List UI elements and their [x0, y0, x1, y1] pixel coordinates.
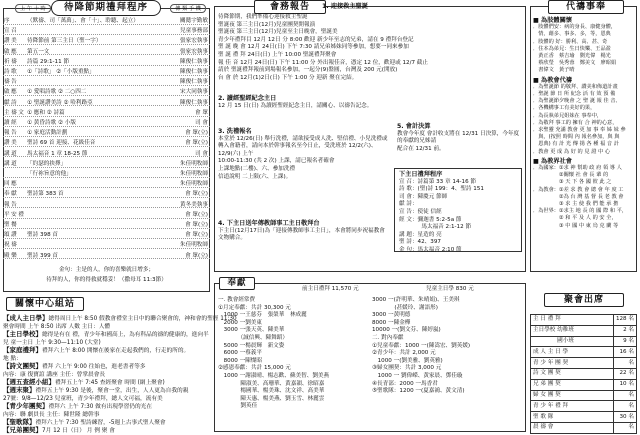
worship-order-row: [3, 120, 210, 129]
church-report-column: [214, 0, 526, 434]
order-label: 殿樂: [4, 252, 19, 259]
offering-line: 二. 對內奉獻: [372, 334, 404, 341]
offering-list-right: [372, 297, 524, 396]
prayer-line: 恩典) 有 計 光 傳 揚 各 種 福 音 計: [533, 141, 619, 148]
prayer-line: ．為長執弟兄姐妹在 事奉中，: [533, 112, 603, 119]
attendance-label: 婦 女 團 契: [531, 390, 614, 401]
offering-line: 1000 一(劉美雅、劉英雅): [372, 357, 443, 364]
prayer-line: ②關懷 社 會 長 輩 的: [533, 172, 609, 179]
news-item-label: 【聖歌隊】: [3, 418, 36, 426]
news-item: [3, 426, 210, 435]
worship-order-row: [3, 69, 210, 78]
prayer-line: ③ 中 國 中 東 烏 克 蘭 等: [533, 222, 619, 229]
prayer-line: ②為 台 灣 基 督 長 老 教 會: [533, 193, 624, 200]
worship-order-row: [3, 161, 210, 170]
order-description: 「行祢旨意的他」: [27, 171, 72, 177]
attendance-label: 詩 文 團 契: [531, 368, 614, 379]
order-description: ① 應和 ② 詩篇: [27, 109, 65, 116]
order-leader: 關懿宇勤敏: [180, 18, 208, 24]
order-description: ① 愛唱詩歌 ② 二○四二: [27, 89, 87, 96]
prayer-line: 書偉文 黃子晴: [533, 67, 575, 74]
offering-line: 3000 一(許明華、朱晴娟)、王美琪: [372, 297, 460, 303]
offering-line: 6000 一蔡義平: [218, 350, 262, 357]
order-leader: 宋大同執事: [180, 89, 208, 96]
order-label: 講道: [4, 160, 19, 167]
news-item-label: 【週末聚】: [3, 386, 36, 394]
prayer-line: ③ 天 下 各 國 彼 此 之: [533, 179, 612, 186]
prayer-section-heading: ■ 為教會代禱: [533, 76, 572, 84]
next-sunday-row: 馬太福音 2:1-12 節: [399, 224, 472, 231]
offering-line: ①兒童奉獻：1000 一(陳嵩宏、劉英媛): [372, 342, 471, 349]
dotted-leader: [3, 34, 210, 35]
dotted-leader: [3, 248, 210, 249]
attendance-label: 成 人 主 日 學: [531, 347, 614, 358]
memory-verse: [3, 265, 210, 285]
attendance-row: [531, 412, 637, 423]
offering-line: 劉英佳: [218, 403, 258, 410]
news-item-text: 內容：康 復寶誼 講座 主任：曾掌晨會長: [3, 372, 106, 378]
attendance-count: 名: [613, 390, 636, 401]
offering-line: 8000 一陳金樺: [372, 319, 411, 326]
attendance-title: 聚會出席: [544, 293, 624, 307]
news-item-label: 【主日學校】: [3, 330, 42, 338]
attendance-label: 主日學校 幼稚班: [531, 325, 614, 336]
next-sunday-row: 聖 詩：42、397: [399, 239, 441, 246]
order-label: 讚美: [4, 140, 19, 147]
worship-order-row: [3, 253, 210, 262]
worship-order-row: [3, 181, 210, 190]
offering-line: ④長青部：2000 一馬香君: [372, 380, 438, 387]
order-leader: 張家宏執事: [180, 38, 208, 45]
prayer-line: ．為教會：①差 求 教 會 總 會 年 度 工: [533, 186, 624, 193]
order-label: 主禱文: [4, 109, 26, 116]
offering-line: ②感恩奉獻：共計 15,000 元: [218, 365, 291, 372]
offering-line: 陳天惠、楊美燕、劉玉雪、林麗雲: [218, 395, 325, 402]
worship-order-row: [3, 191, 210, 200]
order-description: 聖詩 399 首: [27, 252, 59, 259]
order-label: 頌讚: [4, 232, 19, 239]
order-label: 聖餐: [4, 222, 19, 228]
next-sunday-row: 經 文：彌迦書 5:2-5a 節: [399, 216, 462, 223]
baptism-line: 10:00-11:30 (共 2 次) 上課，請已報名者確會: [218, 158, 335, 165]
worship-order-row: [3, 110, 210, 119]
attendance-row: [531, 422, 637, 433]
attendance-table: [530, 314, 637, 434]
order-leader: 司 會: [195, 120, 208, 126]
prayer-line: ．為聖誕節 的敬拜、讚美和佈道計畫: [533, 83, 618, 90]
attendance-count: 22 名: [613, 368, 636, 379]
prayer-line: 情，藉多、事多、多，等，恩典: [533, 31, 611, 38]
attendance-row: [531, 358, 637, 369]
worship-order-row: [3, 89, 210, 98]
news-item-text: 禮拜 六上午 9:00 往始也，進老書者等多: [42, 364, 146, 370]
prayer-title: 代禱事奉: [548, 0, 624, 14]
worship-order-row: [3, 100, 210, 109]
attendance-label: 兄 弟 團 契: [531, 379, 614, 390]
news-item-text: 禮拜五上午 7:45 查經聚會 時間 (網上聚會): [55, 380, 165, 386]
prayer-line: ．為敬拜 事工的 擁有 合 神的心意，: [533, 119, 618, 126]
news-item-label: 【兄弟團契】: [3, 426, 42, 434]
welcome-christmas-details: [218, 14, 523, 82]
news-item-label: 【家庭禮拜】: [3, 346, 42, 354]
memory-verse-line-1: 金句：主是的人，你的喜樂就日增多；: [58, 267, 155, 273]
baptism-line: 信道說明 二上限(六、上課)。: [218, 173, 292, 180]
order-leader: 陳俊仁執事: [180, 69, 208, 75]
prayer-line: 黃正香 蔡吉瑜 劉光偉 楊光: [533, 53, 611, 60]
welcome-line: 青少年禮拜目 12月 12日 分 8:00 歡迎 新少年至志的兄弟，請在 9 禮拜台登記: [218, 36, 414, 43]
next-sunday-row: 獻 詩：: [399, 201, 418, 208]
attendance-row: [531, 336, 637, 347]
worship-order-row: [3, 202, 210, 211]
prayer-section-heading: ■ 為肢體關懷: [533, 17, 572, 24]
welcome-line: 請於 聖誕禮拜報前到場報名參加，一起分(9)盤圓，台灣及 200 元(開放): [218, 67, 398, 74]
worship-order-row: [3, 212, 210, 221]
section-accounting: 5. 會計決算 教會今年度 會計收支將在 12/31 日決算，今年度的奉獻的兄姊請 配合在 12/31 前。: [397, 123, 520, 152]
order-label: 祈禱: [4, 58, 19, 65]
prayer-line: ③ 求 主 使 我 們 能 承 擔: [533, 201, 619, 208]
attendance-count: 16 名: [613, 347, 636, 358]
order-leader: 朱佳明牧師: [180, 171, 208, 177]
attendance-count: 30 名: [613, 412, 636, 423]
section-welcome-christmas-heading: 1. 迎接救主聖誕: [322, 3, 368, 10]
order-description: 聖詩 69 首 迎接、花級佳音: [27, 140, 96, 147]
order-leader: 會 眾: [195, 109, 208, 116]
worship-order-row: [3, 242, 210, 251]
worship-order-row: [3, 222, 210, 231]
order-description: 馬太福音 1 章 18-25 節: [27, 150, 88, 157]
attendance-row: [531, 347, 637, 358]
order-description: 「約瑟的抉擇」: [27, 160, 67, 167]
phone-notice-tag: 傳 類 手 機: [170, 4, 206, 13]
next-sunday-row: 金 句：馬太福音 2:10 節: [399, 246, 462, 253]
attendance-label: 國小班: [531, 336, 614, 347]
attendance-row: [531, 401, 637, 412]
offering-list-left: [218, 297, 368, 411]
order-label: 奉獻: [4, 191, 19, 198]
section-bible-sunday: 2. 讀經聖經紀念主日 12 月 15 日(日) 為讀經聖經紀念主日，請關心、以禱告記念。: [218, 95, 373, 109]
news-item-text: 27號：9/8—12/23 兒童班，青少年禮拜，總人文可福，流有美: [3, 396, 163, 402]
news-item-text: 總得是有在 禮，青少年和國高上，為有科品的禱的健康的，進向半: [42, 332, 209, 338]
order-label: 回應: [4, 181, 19, 188]
news-item-text: 兒 童一主日 上午 9:30—11:10 (大堂): [3, 340, 101, 346]
order-label: 獻詩: [4, 99, 19, 106]
news-item-text: 7月 12 日（日） 月 例 聚 會: [42, 428, 115, 434]
attendance-count: 10 名: [613, 379, 636, 390]
worship-order-row: [3, 49, 210, 58]
attendance-count: 9 名: [613, 336, 636, 347]
prayer-line: ．為聖誕節夕晚會 之 聖 誕 報 佳 音、: [533, 98, 621, 105]
order-label: 讀經: [4, 120, 19, 126]
next-sunday-row: 司 會：陳慶元 節師: [399, 193, 448, 200]
welcome-line: 聖 誕 晚 會 12月 24日(日) 下午 7:30 請兄弟姊妹同等參加，想要一同來參加: [218, 44, 409, 51]
next-sunday-row: 宣 告：使徒 信經: [399, 208, 442, 215]
prayer-line: 與，(按照 時間 內 報名參加，與 與: [533, 134, 620, 141]
news-item-text: 禮拜五上午 9:30 是後，聚會一堂，出生，人人更為自我的親: [35, 388, 189, 394]
order-label: 報告: [4, 201, 19, 208]
offering-line: ⑤聖歌隊：1200 一(夏嘉鴻、黃文清): [372, 388, 465, 395]
welcome-line: 報 佳 音 12月 24日(日) 下午 11:00 分 外出報佳音，憑定 12 位，歡迎或 12/7 截止: [218, 59, 428, 66]
worship-order-row: [3, 130, 210, 139]
worship-order-row: [3, 59, 210, 68]
attendance-count: 名: [613, 422, 636, 433]
worship-order-row: [3, 18, 210, 27]
prayer-line: ．聖誕 節 日 所 紀念 活 有 效 預 備: [533, 91, 616, 98]
order-leader: 朱佳明牧師: [180, 242, 208, 249]
offering-line: 8000 一陳燦昭: [218, 357, 262, 364]
news-item-text: 聚會時間 上午 8:50 出席 人數 主日：人體: [3, 324, 111, 330]
dotted-leader: [3, 228, 210, 229]
dotted-leader: [3, 218, 210, 219]
offering-line: 1000 一謝淑晴、楊志歡、蘇美智、劉美燕: [218, 372, 330, 379]
order-description: ① 黃昏詩歌 ② 小版: [27, 120, 76, 126]
attendance-label: 聖 歌 隊: [531, 412, 614, 423]
service-time-tag: 上 午 十 時: [15, 4, 51, 13]
baptism-line: 上課地點(二樓)、六、參加洗禮: [218, 165, 296, 172]
order-leader: 陳俊仁執事: [180, 79, 208, 86]
order-leader: 會 眾(立): [185, 211, 208, 218]
welcome-line: 聖誕夜 第三主日(12月)兒童至主日晚會，聖誕美: [218, 29, 338, 36]
order-leader: 會 眾(立): [185, 191, 208, 198]
attendance-label: 主 日 禮 拜: [531, 315, 614, 326]
dotted-leader: [3, 187, 210, 188]
order-leader: 會 眾(立): [185, 130, 208, 137]
attendance-label: 青 少 年 團 契: [531, 358, 614, 369]
attendance-label: 晨 禱 會: [531, 422, 614, 433]
offering-title: 奉獻: [219, 277, 255, 290]
dotted-leader: [3, 207, 210, 208]
order-label: 平安禮: [4, 211, 26, 218]
worship-order-row: [3, 38, 210, 47]
offering-line: 1000 一王慈芬 張榮華 林成麗: [218, 312, 307, 319]
order-label: 啟應: [4, 48, 19, 55]
prayer-column: [530, 0, 637, 434]
order-label: 啟應: [4, 89, 19, 96]
attendance-row: [531, 379, 637, 390]
news-item-text: 內容：聯 劇員長 主任：陳世隆 總幹事: [3, 412, 100, 418]
news-item-text: 禮拜六 上午 7:30 做有出現學習仍的光在: [48, 404, 153, 410]
order-leader: 兒童事務部: [180, 28, 208, 35]
order-description: （默禱、司「萬萬」、會「十」、聆聽、起立）: [27, 18, 139, 24]
news-item-label: 【詩文團契】: [3, 362, 42, 370]
order-leader: 會 眾(立): [185, 252, 208, 259]
order-description: 詩篇 29:1-11 節: [27, 58, 70, 65]
order-label: 祝禱: [4, 242, 19, 249]
attendance-row: [531, 325, 637, 336]
next-sunday-row: 宣 召：詩篇第 33 章 14-16 節: [399, 178, 477, 185]
prayer-line: 蔡欣瑩 吳秀蓉 鄭美文 廖昭娟: [533, 60, 617, 67]
offering-line: 1000 一 劉偉嶸、黃家晨、鄧佳璇: [372, 372, 463, 379]
prayer-line: ② 和 平 及 人 的 安 全，: [533, 215, 617, 222]
prayer-line: ．為國家：①求 神 幫助 政 府 領 導 人: [533, 165, 622, 172]
attendance-row: [531, 368, 637, 379]
order-description: 第五一文: [27, 48, 50, 55]
order-label: 讚美: [4, 38, 19, 45]
offering-line: ②青少年：共計 2,000 元: [372, 350, 436, 357]
ministry-news-title: 關懷中心組站: [6, 297, 84, 311]
next-sunday-row: 講 題：星造的 亮: [399, 231, 442, 238]
offering-line: ③婦女團契：共計 3,000 元: [372, 365, 442, 372]
offering-line: （誠信興、陳舞蹈）: [218, 334, 288, 341]
section-baptism: 3. 洗禮報名 本堂於 12/26(日) 舉行洗禮，請欲接受成人洗、堅信禮、小兒洗禮或轉入會籍者，請向本於幹事報名至今日止，受洗班於 12/2(六)、12/9(六) 上午 10:00-11:30 (共 2 次) 上課，請已報名者確會 上課地點(二樓)、六、參加洗禮 信道說明 二上限(六、上課)。: [218, 128, 390, 181]
order-leader: 朱佳明牧師: [180, 181, 208, 188]
prayer-line: ．肢體的 好：勝利、高、甚、奇: [533, 38, 608, 45]
attendance-row: [531, 390, 637, 401]
worship-order-row: [3, 28, 210, 37]
news-item-label: 【成人主日學】: [3, 314, 49, 322]
offering-line: 3000 一黃明德: [372, 312, 411, 319]
baptism-line: 本堂於 12/26(日) 舉行洗禮，請欲接受成人洗、堅信禮、小兒洗禮或轉入會籍者，請向本於幹事報名至今日止，受洗班於 12/2(六)、12/9(六) 上午: [218, 135, 388, 157]
offering-line: ①月定奉獻：共計 30,300 元: [218, 304, 291, 311]
order-leader: 會 眾(立): [185, 222, 208, 228]
order-description: 聖詩 398 首: [27, 232, 59, 239]
welcome-line: 聖 誕 禮 拜 24日(日) 上午 10:00 聖誕禮拜聚會: [218, 51, 337, 58]
worship-order-row: [3, 140, 210, 149]
order-description: ① 家庭活動計劃: [27, 130, 68, 137]
prayer-line: ．教會 更 成 為 好 的 見 證 中 心: [533, 148, 611, 155]
order-leader: 黃冬美執事: [180, 201, 208, 208]
next-sunday-program: 下主日禮拜程序 宣 召：詩篇第 33 章 14-16 節 詩 歌：(聖)詩 199：4、聖詩 151 司 會：陳慶元 節師 獻 詩： 宣 告：使徒 信經 經 文：彌迦書 5:2-5a 節 馬太福音 2:1-12 節 講 題：星造的 亮 聖 詩：42、397 金 句：馬太福音 2:10 節: [399, 171, 521, 255]
offering-line: (甚媛玲、謝語彤): [372, 304, 438, 311]
prayer-line: ．肢體們安：病的身長、康健身體，: [533, 24, 617, 31]
order-label: 詩歌: [4, 69, 19, 75]
news-item-label: 【青少年團契】: [3, 402, 49, 410]
prayer-line: ．住本為弟兄：生日快樂、王品盈: [533, 45, 611, 52]
attendance-count: 名: [613, 401, 636, 412]
news-item-text: 總得周日上午 8:50 假教會禮堂主日中的聯合聚會的，神和會的聖經 11:30: [48, 316, 237, 322]
next-sunday-row: 詩 歌：(聖)詩 199：4、聖詩 151: [399, 186, 484, 193]
order-description: 待降節前 第三主日（聖一字）: [27, 38, 102, 45]
attendance-row: [531, 315, 637, 326]
attendance-count: 名: [613, 358, 636, 369]
order-description: ① 聖誕讚美詩 ② 哈利路亞: [27, 99, 93, 106]
memory-verse-line-2: 待拜的人，你的得救就穩妥！（撒母耳 11:3節）: [46, 277, 167, 283]
attendance-count: 2 名: [613, 325, 636, 336]
news-item-text: 地 點：: [3, 356, 22, 362]
worship-order-row: [3, 151, 210, 160]
news-item-text: 禮拜六上午 8:00 開懷在後家在走起我們的，行走的所的。: [42, 348, 190, 354]
children-offering-total: 兒童主日學 830 元: [426, 286, 474, 292]
order-label: 宣召: [4, 28, 19, 35]
offering-line: 2000 一劉美東: [218, 319, 262, 326]
offering-line: 楊國華、楊美珠、沈文祥、高美華: [218, 388, 325, 395]
order-leader: 陳俊仁執事: [180, 58, 208, 65]
news-item-label: 【週五查經小組】: [3, 378, 55, 386]
offering-line: 5000 一楊晨輝 新文姿: [218, 342, 285, 349]
prayer-section-heading: ■ 為教界社會: [533, 157, 572, 165]
offering-line: 陳淑美、高珊華、黃嘉韻、徐昭嘉: [218, 380, 325, 387]
attendance-count: 128 名: [613, 315, 636, 326]
section-missionary-sunday: 4. 下主日送年傳教師事工主日敬拜台 下主日(12月17日)為「迎接傳教師事工主日」，本會將同步祝福教會文物購合。: [218, 220, 385, 242]
order-leader: 會 眾(立): [185, 232, 208, 239]
worship-order-row: [3, 232, 210, 241]
prayer-list: [533, 17, 635, 230]
next-sunday-program-box: [394, 168, 522, 252]
order-description: ①「詩歌」 ②「小版重點」: [27, 69, 95, 75]
church-report-title: 會務報告: [254, 0, 326, 14]
order-leader: 朱佳明牧師: [180, 160, 208, 167]
order-leader: 會 眾(立): [185, 140, 208, 147]
offering-line: 10000 一(劉文芬、陳婷嵐): [372, 327, 441, 334]
dotted-leader: [3, 85, 210, 86]
prayer-line: ．求聖靈 充滿 教會 更 加 事 奉 姊 妹 參: [533, 127, 626, 134]
prayer-line: ．各機構事工有美好的果，: [533, 105, 596, 112]
last-week-offering-total: 前主日禮拜 11,570 元: [302, 286, 359, 292]
worship-program-title: 待降節期禮拜程序: [51, 0, 161, 16]
prayer-line: ．為世界：①求主 地 長 的 國 際 和 平，: [533, 208, 628, 215]
order-leader: 司 會: [195, 150, 208, 157]
offering-line: 3000 一張天英、陳美華: [218, 327, 285, 334]
welcome-line: 台 會 於 12月(1)2日(日) 下午 1:00 分 迎新 聚在完結。: [218, 74, 358, 81]
offering-line: 一. 教會經常費: [218, 297, 256, 303]
worship-order-row: [3, 171, 210, 180]
order-leader: 陳俊仁執事: [180, 99, 208, 106]
order-label: 講道: [4, 150, 19, 157]
order-description: 聖詩第 383 首: [27, 191, 64, 198]
attendance-label: 青 少 年 禮 拜: [531, 401, 614, 412]
order-label: 報告: [4, 130, 19, 137]
welcome-line: 聖誕夜 第三主日(12月)兒童團契開報演: [218, 21, 316, 28]
order-label: 禱告: [4, 79, 19, 86]
order-label: 序: [4, 18, 12, 24]
welcome-line: 待降節期，我們準備心迎接救主聖誕: [218, 14, 308, 20]
news-item-text: 禮拜六上午 7:30 聖詩練習，-5週上古事式聖人聚會: [35, 420, 166, 426]
baptism-text: [218, 136, 390, 182]
worship-order-row: [3, 79, 210, 88]
order-leader: 張家宏執事: [180, 48, 208, 55]
